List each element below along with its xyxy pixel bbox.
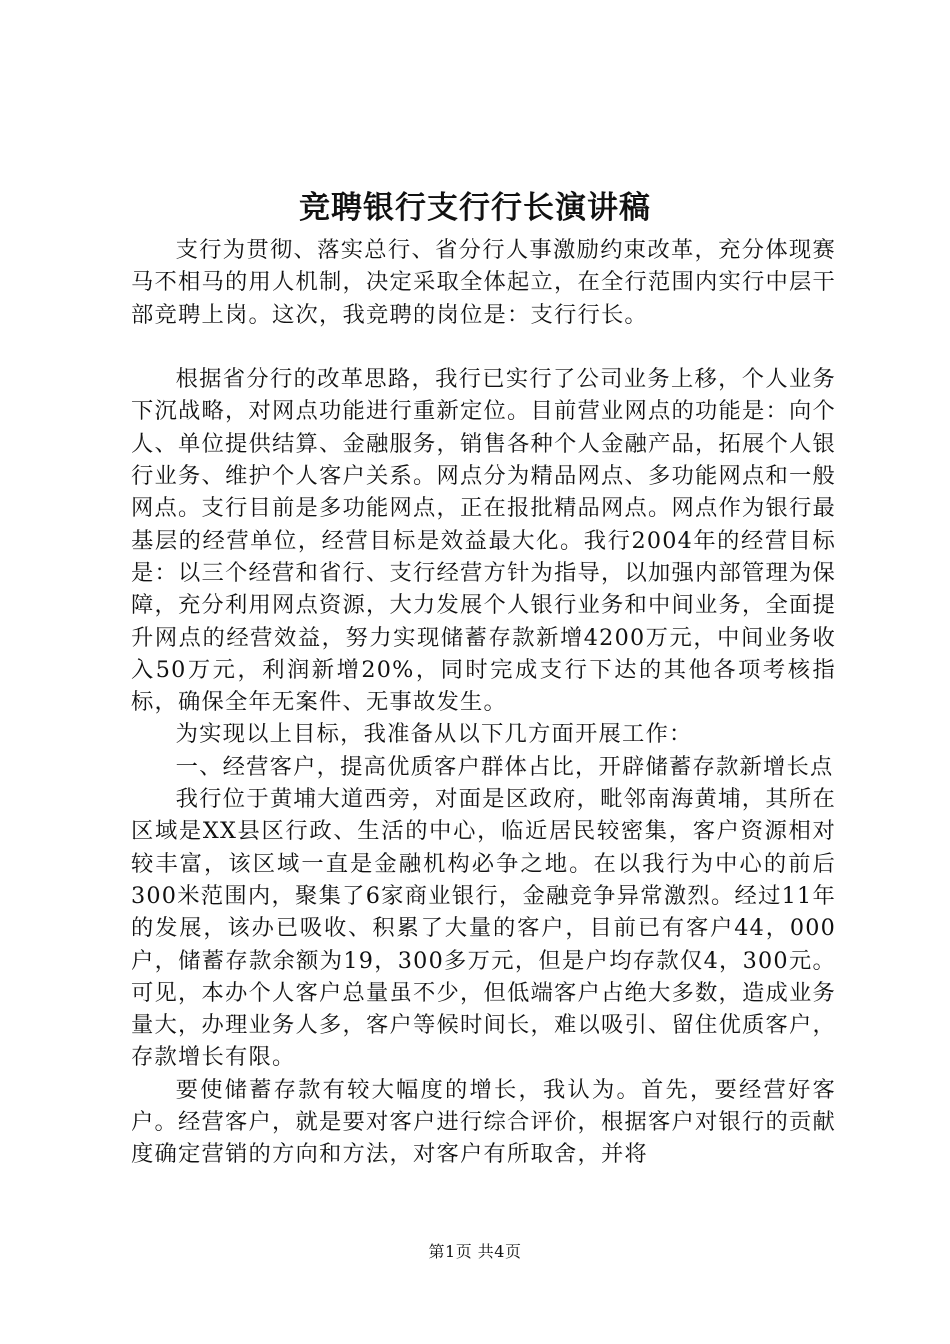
paragraph-reform: 根据省分行的改革思路，我行已实行了公司业务上移，个人业务下沉战略，对网点功能进行重新定位。目前营业网点的功能是：向个人、单位提供结算、金融服务，销售各种个人金融产品，拓展个人银行业务、维护个人客户关系。网点分为精品网点、多功能网点和一般网点。支行目前是多功能网点，正在报批精品网点。网点作为银行最基层的经营单位，经营目标是效益最大化。我行2004年的经营目标是：以三个经营和省行、支行经营方针为指导，以加强内部管理为保障，充分利用网点资源，大力发展个人银行业务和中间业务，全面提升网点的经营效益，努力实现储蓄存款新增4200万元，中间业务收入50万元，利润新增20%，同时完成支行下达的其他各项考核指标，确保全年无案件、无事故发生。 [131, 366, 836, 716]
paragraph-deposits: 要使储蓄存款有较大幅度的增长，我认为。首先，要经营好客户。经营客户，就是要对客户进行综合评价，根据客户对银行的贡献度确定营销的方向和方法，对客户有所取舍，并将 [131, 1076, 836, 1168]
paragraph-plan: 为实现以上目标，我准备从以下几方面开展工作： [175, 721, 693, 748]
document-title: 竞聘银行支行行长演讲稿 [299, 190, 651, 226]
paragraph-intro: 支行为贯彻、落实总行、省分行人事激励约束改革，充分体现赛马不相马的用人机制，决定采取全体起立，在全行范围内实行中层干部竞聘上岗。这次，我竞聘的岗位是：支行行长。 [131, 237, 836, 328]
page-footer: 第1页 共4页 [428, 1242, 522, 1261]
paragraph-location: 我行位于黄埔大道西旁，对面是区政府，毗邻南海黄埔，其所在区域是XX县区行政、生活的中心，临近居民较密集，客户资源相对较丰富，该区域一直是金融机构必争之地。在以我行为中心的前后300米范围内，聚集了6家商业银行，金融竞争异常激烈。经过11年的发展，该办已吸收、积累了大量的客户，目前已有客户44，000户，储蓄存款余额为19，300多万元，但是户均存款仅4，300元。可见，本办个人客户总量虽不少，但低端客户占绝大多数，造成业务量大，办理业务人多，客户等候时间长，难以吸引、留住优质客户，存款增长有限。 [131, 786, 836, 1071]
section-heading-1: 一、经营客户，提高优质客户群体占比，开辟储蓄存款新增长点 [175, 753, 834, 780]
document-body [131, 234, 836, 1171]
